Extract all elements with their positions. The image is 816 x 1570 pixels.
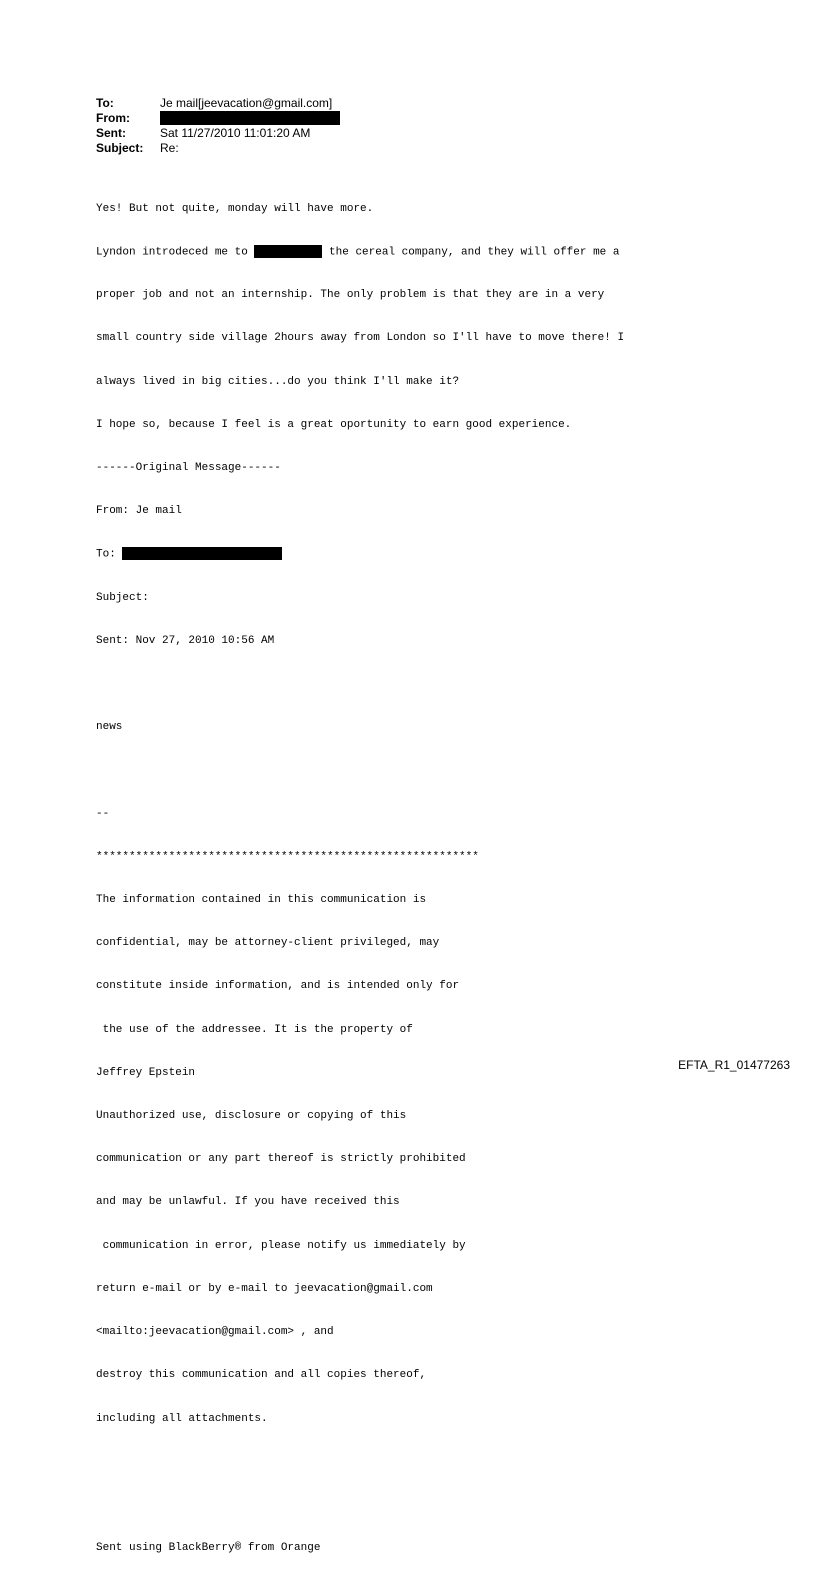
signature-dash: --: [96, 807, 110, 820]
body-line: [96, 245, 624, 259]
disclaimer-line: communication or any part thereof is strictly prohibited: [96, 1153, 466, 1166]
header-sent-row: [96, 126, 340, 141]
body-line: proper job and not an internship. The only problem is that they are in a very: [96, 289, 605, 302]
original-from: From: Je mail: [96, 505, 182, 518]
original-message-marker: ------Original Message------: [96, 462, 281, 475]
header-from-row: [96, 111, 340, 126]
disclaimer-line: Jeffrey Epstein: [96, 1066, 196, 1079]
subject-value: Re:: [160, 141, 179, 155]
disclaimer-stars: **********************************************************: [96, 850, 479, 863]
body-line-start: Lyndon introdeced me to: [96, 246, 255, 259]
body-line: I hope so, because I feel is a great oportunity to earn good experience.: [96, 418, 572, 431]
disclaimer-line: The information contained in this communication is: [96, 894, 427, 907]
from-redaction: [160, 111, 340, 125]
document-id: EFTA_R1_01477263: [678, 1058, 790, 1072]
from-label: From:: [96, 111, 130, 125]
original-to-label: To:: [96, 548, 123, 561]
body-line: Yes! But not quite, monday will have more.: [96, 202, 374, 215]
disclaimer-line: destroy this communication and all copies thereof,: [96, 1369, 427, 1382]
body-line-end: the cereal company, and they will offer me a: [322, 246, 620, 259]
to-label: To:: [96, 96, 114, 110]
original-to-row: [96, 547, 624, 561]
news-text: news: [96, 721, 123, 734]
subject-label: Subject:: [96, 141, 144, 155]
company-redaction: [254, 245, 322, 258]
sent-label: Sent:: [96, 126, 126, 140]
to-value: Je mail[jeevacation@gmail.com]: [160, 96, 333, 110]
header-to-row: [96, 96, 340, 111]
disclaimer-line: constitute inside information, and is intended only for: [96, 980, 460, 993]
disclaimer-line: the use of the addressee. It is the property of: [96, 1023, 413, 1036]
disclaimer-line: confidential, may be attorney-client privileged, may: [96, 937, 440, 950]
header-subject-row: [96, 141, 340, 156]
email-body: [96, 173, 624, 1570]
sent-value: Sat 11/27/2010 11:01:20 AM: [160, 126, 311, 140]
disclaimer-line: and may be unlawful. If you have received this: [96, 1196, 400, 1209]
disclaimer-line: communication in error, please notify us immediately by: [96, 1239, 466, 1252]
email-header: [96, 96, 340, 156]
body-line: always lived in big cities...do you think I'll make it?: [96, 375, 460, 388]
body-line: small country side village 2hours away from London so I'll have to move there! I: [96, 332, 625, 345]
original-sent: Sent: Nov 27, 2010 10:56 AM: [96, 634, 275, 647]
disclaimer-line: Unauthorized use, disclosure or copying of this: [96, 1110, 407, 1123]
original-subject: Subject:: [96, 591, 149, 604]
to-redaction: [122, 547, 282, 560]
disclaimer-line: <mailto:jeevacation@gmail.com> , and: [96, 1326, 334, 1339]
sent-using-text: Sent using BlackBerry® from Orange: [96, 1542, 321, 1555]
disclaimer-line: including all attachments.: [96, 1412, 268, 1425]
disclaimer-line: return e-mail or by e-mail to jeevacation@gmail.com: [96, 1282, 433, 1295]
